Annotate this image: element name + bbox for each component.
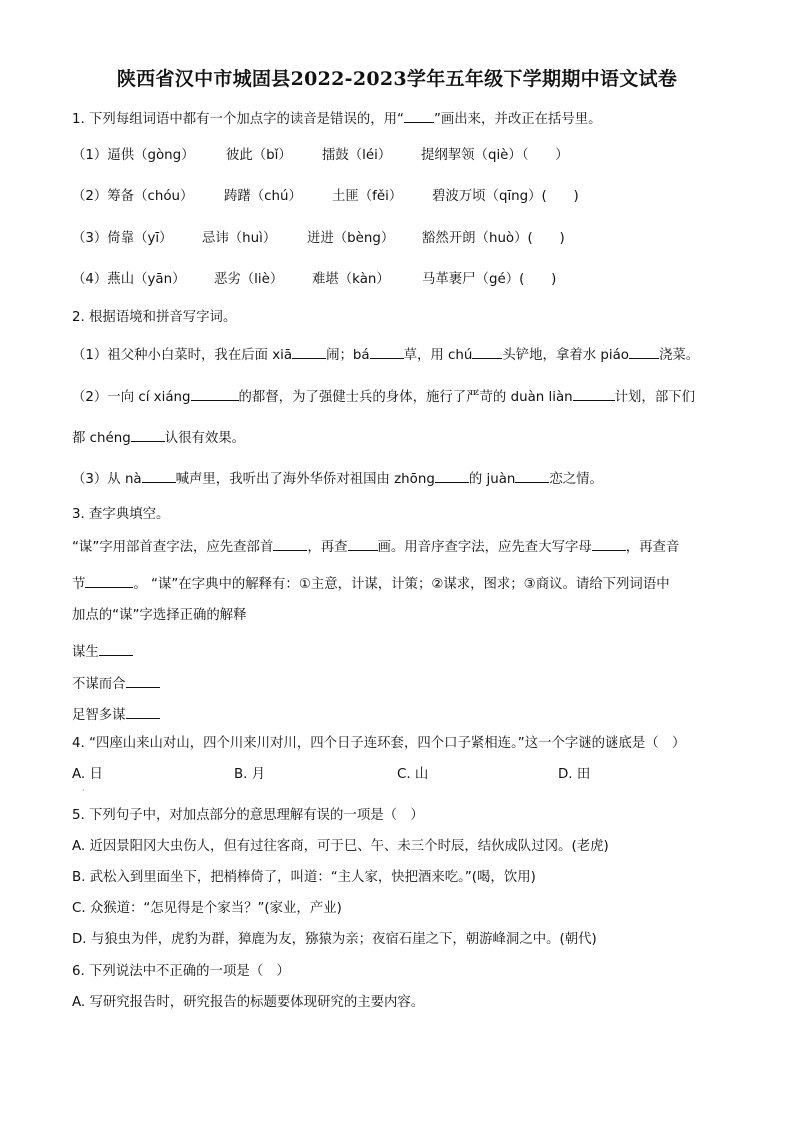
q4-option-b: B. 月	[234, 767, 266, 782]
q1-stem-blank	[404, 108, 434, 123]
answer-blank	[592, 536, 626, 551]
answer-blank	[85, 573, 133, 588]
text-segment: “谋”字用部首查字法，应先查部首	[72, 540, 274, 555]
answer-blank	[99, 641, 133, 656]
text-segment: 浇菜。	[658, 348, 700, 363]
q5-option-a: A. 近因景阳冈大虫伤人，但有过往客商，可于巳、午、未三个时辰，结伙成队过冈。(老虎)	[72, 839, 609, 854]
answer-blank	[126, 704, 160, 719]
text-segment: 节	[72, 577, 86, 592]
q3-item	[72, 641, 732, 663]
answer-blank	[191, 386, 239, 401]
text-segment: 都 chéng	[72, 431, 131, 446]
text-segment: 喊声里，我听出了海外华侨对祖国由 zhōng	[175, 472, 435, 487]
text-segment: 的都督，为了强健士兵的身体，施行了严苛的 duàn liàn	[238, 390, 573, 405]
answer-blank	[573, 386, 615, 401]
q1-row-cell: 迸进（bèng）	[307, 231, 395, 246]
q1-row-cell: 恶劣（liè）	[214, 272, 284, 287]
q1-row-cell: 难堪（kàn）	[312, 272, 390, 287]
q1-row-cell: 土匪（fěi）	[332, 189, 403, 204]
q1-row-cell: 豁然开朗（huò）( )	[422, 231, 565, 246]
q3-stem: 3. 查字典填空。	[72, 507, 170, 522]
q1-stem-prefix: 1. 下列每组词语中都有一个加点字的读音是错误的，用“	[72, 112, 404, 127]
text-segment: 足智多谋	[72, 708, 126, 723]
q1-row-cell: （1）逼供（gòng）	[72, 148, 195, 163]
stray-mark: ·	[82, 786, 85, 795]
answer-blank	[348, 536, 378, 551]
q4-option-a: A. 日	[72, 767, 103, 782]
q2-sentence-2b	[72, 427, 732, 449]
q3-item	[72, 673, 732, 695]
q3-line-1	[72, 536, 732, 558]
q1-row-cell: 马革裹尸（gé）( )	[422, 272, 557, 287]
q2-sentence-2a	[72, 386, 732, 408]
q1-stem	[72, 108, 732, 130]
answer-blank	[515, 468, 549, 483]
q4-stem: 4. “四座山来山对山，四个川来川对川，四个日子连环套，四个口子紧相连。”这一个字谜的谜底是（ ）	[72, 736, 686, 751]
q1-row-cell: 碧波万顷（qīng）( )	[432, 189, 579, 204]
q5-option-c: C. 众猴道：“怎见得是个家当？”(家业，产业)	[72, 901, 342, 916]
text-segment: 画。用音序查字法，应先查大写字母	[377, 540, 592, 555]
answer-blank	[273, 536, 307, 551]
text-segment: 的 juàn	[468, 472, 516, 487]
q3-line-3: 加点的“谋”字选择正确的解释	[72, 608, 247, 623]
answer-blank	[435, 468, 469, 483]
q2-sentence-3	[72, 468, 732, 490]
answer-blank	[292, 344, 326, 359]
q5-stem: 5. 下列句子中，对加点部分的意思理解有误的一项是（ ）	[72, 808, 424, 823]
answer-blank	[370, 344, 404, 359]
q5-option-b: B. 武松入到里面坐下，把梢棒倚了，叫道：“主人家，快把酒来吃。”(喝，饮用)	[72, 870, 536, 885]
text-segment: 不谋而合	[72, 677, 126, 692]
q6-option-a: A. 写研究报告时，研究报告的标题要体现研究的主要内容。	[72, 995, 425, 1010]
q6-stem: 6. 下列说法中不正确的一项是（ ）	[72, 964, 290, 979]
text-segment: 。 “谋”在字典中的解释有：①主意，计谋，计策；②谋求，图求；③商议。请给下列词语中	[133, 577, 670, 592]
text-segment: 草，用 chú	[403, 348, 473, 363]
q4-option-c: C. 山	[397, 767, 429, 782]
q1-row-cell: 擂鼓（léi）	[322, 148, 392, 163]
q1-row-cell: 忌讳（huì）	[202, 231, 277, 246]
q1-row-cell: （4）燕山（yān）	[72, 272, 186, 287]
text-segment: 头铲地，拿着水 piáo	[502, 348, 629, 363]
text-segment: （1）祖父种小白菜时，我在后面 xiā	[72, 348, 293, 363]
answer-blank	[629, 344, 659, 359]
page-title: 陕西省汉中市城固县2022-2023学年五年级下学期期中语文试卷	[116, 68, 678, 90]
text-segment: 闹；bá	[326, 348, 370, 363]
text-segment: 计划，部下们	[614, 390, 695, 405]
q1-row-cell: 彼此（bǐ）	[226, 148, 292, 163]
text-segment: ，再查	[307, 540, 348, 555]
q1-row-cell: （2）筹备（chóu）	[72, 189, 194, 204]
q4-option-d: D. 田	[558, 767, 591, 782]
text-segment: 恋之情。	[549, 472, 603, 487]
text-segment: （2）一向 cí xiáng	[72, 390, 191, 405]
q1-row-cell: 提纲挈领（qiè）（ ）	[421, 148, 569, 163]
q1-stem-suffix: ”画出来，并改正在括号里。	[433, 112, 602, 127]
q1-row-cell: （3）倚靠（yī）	[72, 231, 173, 246]
q5-option-d: D. 与狼虫为伴，虎豹为群，獐鹿为友，猕猿为亲；夜宿石崖之下，朝游峰洞之中。(朝代)	[72, 932, 597, 947]
q2-stem: 2. 根据语境和拼音写字词。	[72, 310, 237, 325]
q3-line-2	[72, 573, 732, 595]
answer-blank	[472, 344, 502, 359]
answer-blank	[131, 427, 165, 442]
text-segment: 认很有效果。	[164, 431, 246, 446]
q2-sentence-1	[72, 344, 732, 366]
text-segment: （3）从 nà	[72, 472, 142, 487]
answer-blank	[126, 673, 160, 688]
q1-row-cell: 踌躇（chú）	[224, 189, 302, 204]
answer-blank	[142, 468, 176, 483]
text-segment: ，再查音	[625, 540, 680, 555]
text-segment: 谋生	[72, 645, 99, 660]
q3-item	[72, 704, 732, 726]
